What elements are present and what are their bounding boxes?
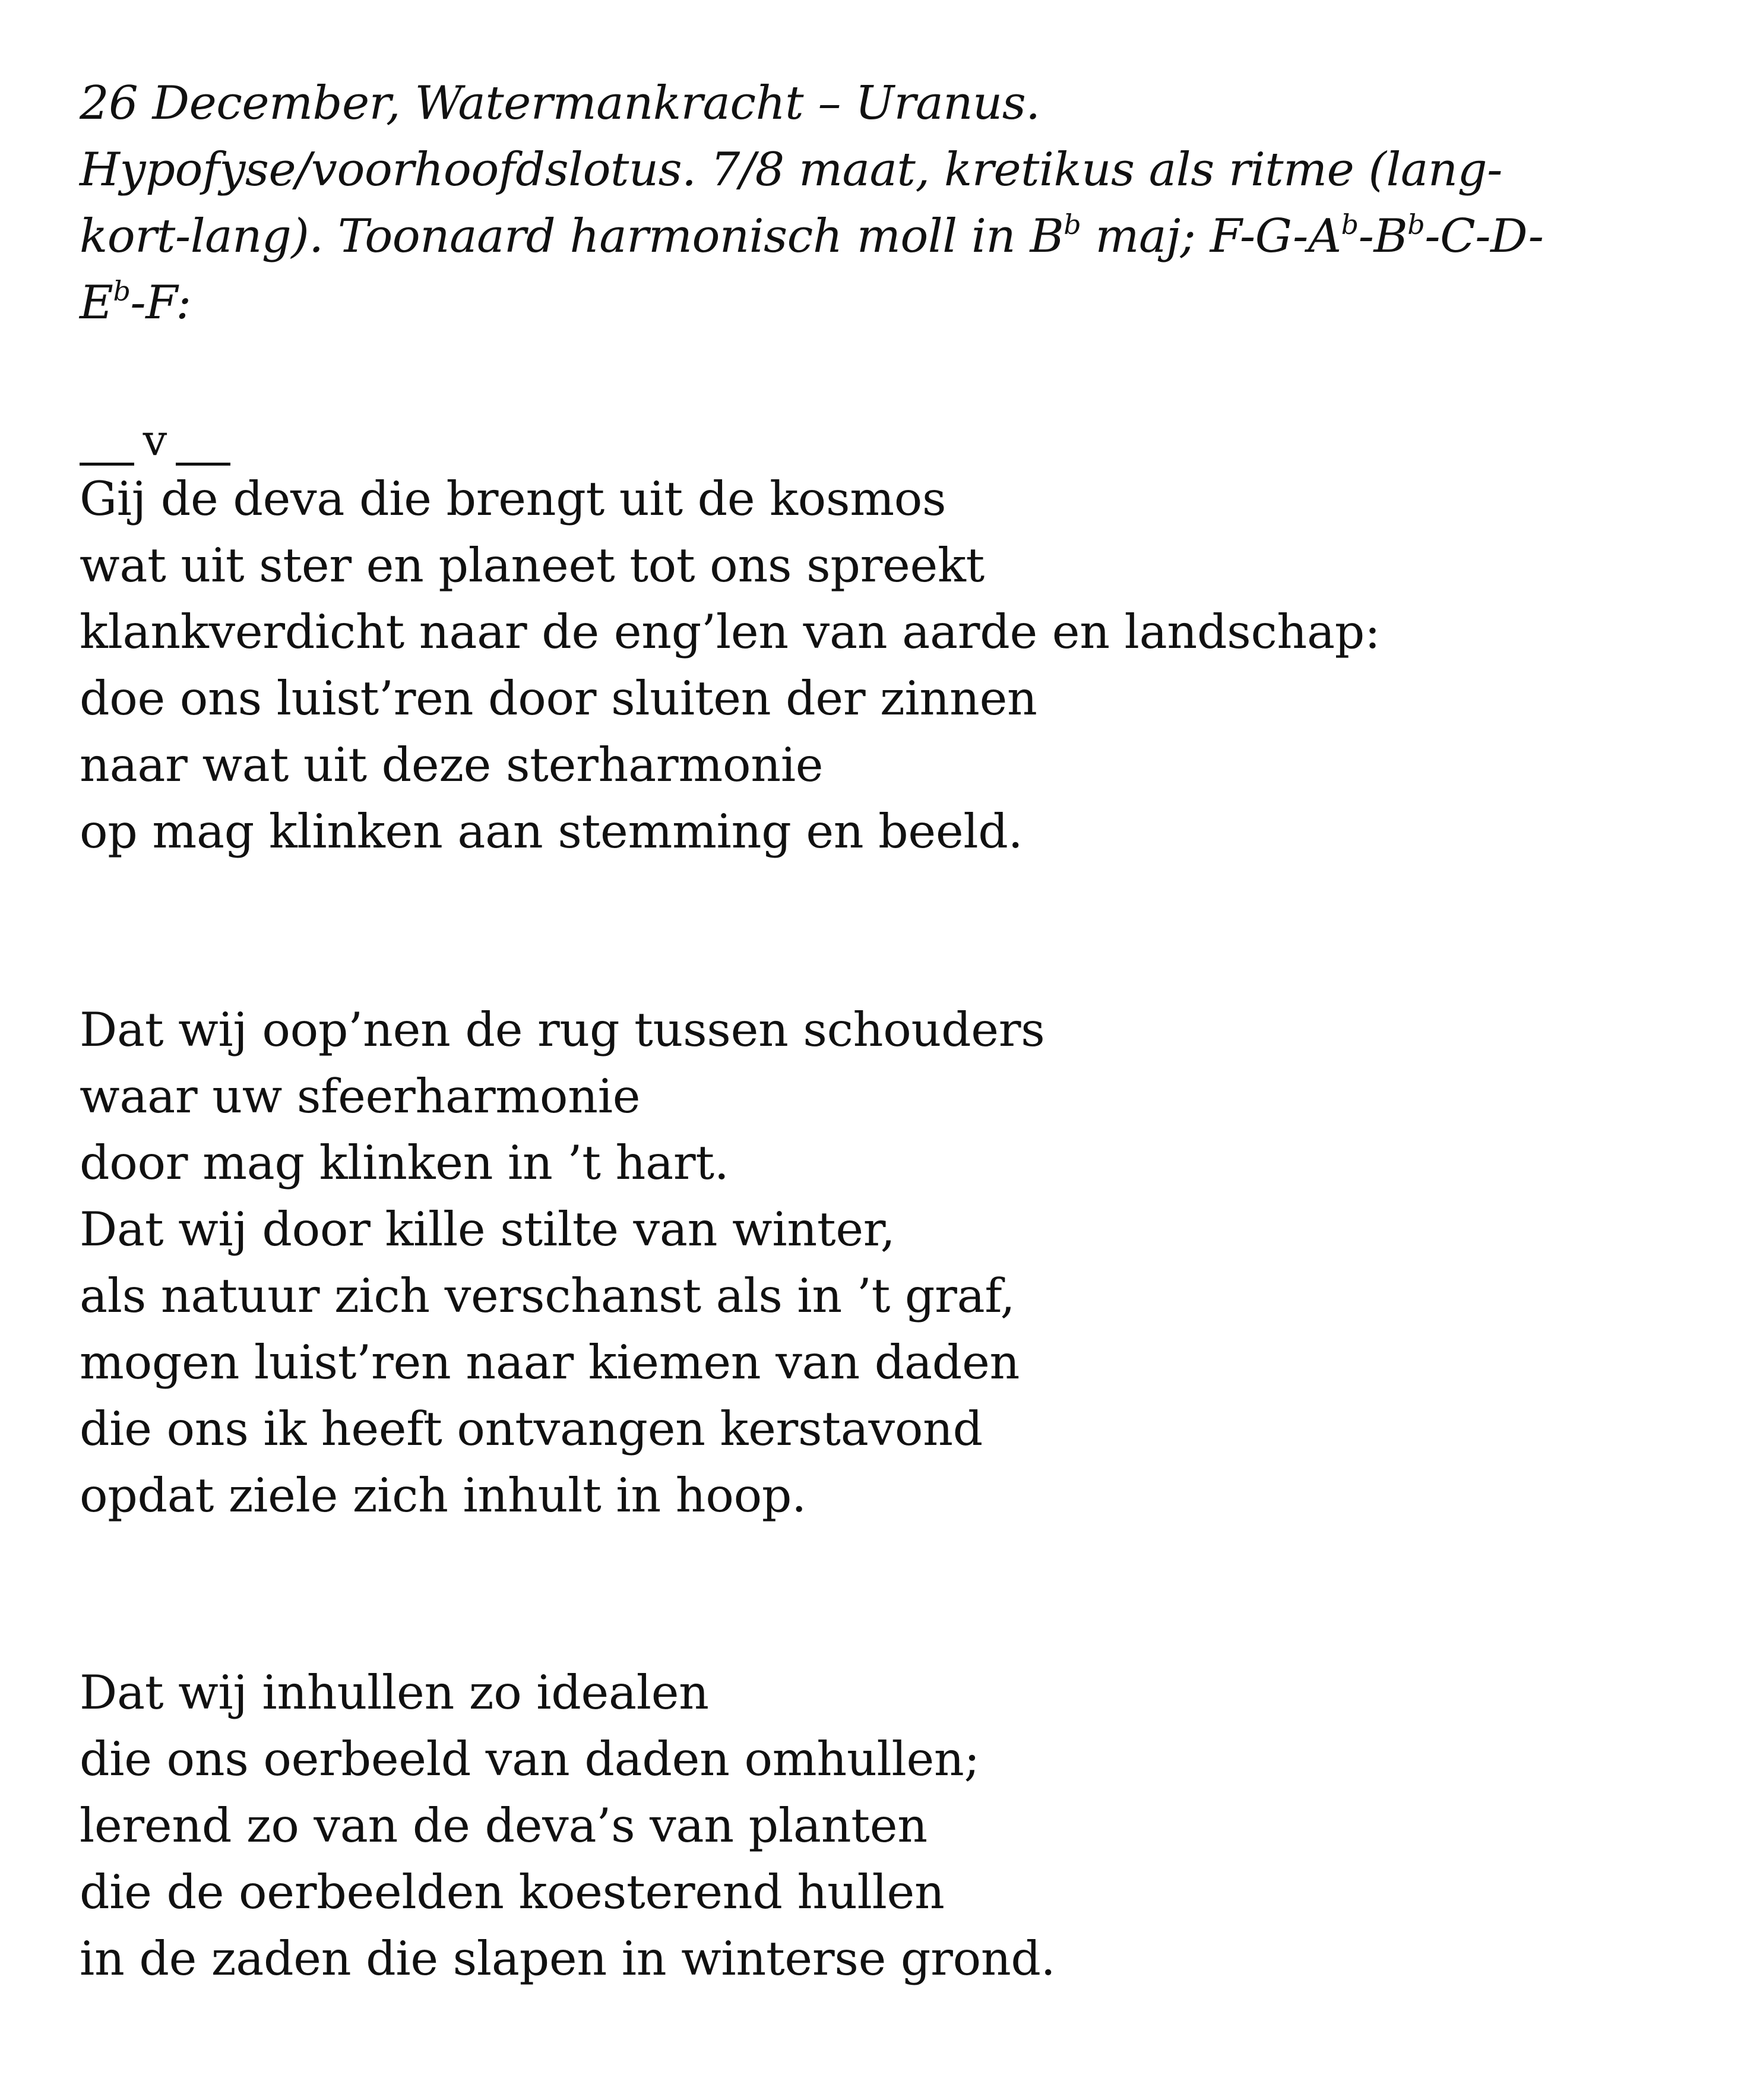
header-key-text-d: -C-D- <box>1425 210 1544 263</box>
header-scale-end-line <box>80 270 1683 336</box>
verse-line: Gij de deva die brengt uit de kosmos <box>80 472 947 526</box>
verse-line: op mag klinken aan stemming en beeld. <box>80 804 1023 859</box>
verse-line: naar wat uit deze sterharmonie <box>80 738 824 792</box>
flat-superscript: b <box>1063 208 1081 241</box>
verse-line: mogen luist’ren naar kiemen van daden <box>80 1335 1020 1390</box>
verse-line: door mag klinken in ’t hart. <box>80 1136 729 1190</box>
verse-line: lerend zo van de deva’s van planten <box>80 1798 928 1853</box>
header-key-text-c: -B <box>1358 210 1408 263</box>
header-scale-text-a: E <box>80 276 113 330</box>
header-key-text-a: kort-lang). Toonaard harmonisch moll in B <box>80 210 1064 263</box>
stanza-1 <box>80 466 1683 865</box>
header-scale-text-b: -F: <box>130 276 191 330</box>
long-syllable-mark <box>80 415 134 466</box>
stanza-3 <box>80 1659 1683 1992</box>
verse-line: klankverdicht naar de eng’len van aarde en landschap: <box>80 605 1381 659</box>
verse-line: opdat ziele zich inhult in hoop. <box>80 1468 806 1523</box>
header-key-line <box>80 203 1683 270</box>
verse-line: Dat wij inhullen zo idealen <box>80 1665 709 1720</box>
flat-superscript: b <box>113 275 131 307</box>
verse-line: die ons ik heeft ontvangen kerstavond <box>80 1402 983 1456</box>
header-key-text-b: maj; F-G-A <box>1081 210 1341 263</box>
flat-superscript: b <box>1407 208 1425 241</box>
verse-line: die ons oerbeeld van daden omhullen; <box>80 1732 980 1786</box>
verse-line: in de zaden die slapen in winterse grond. <box>80 1931 1056 1986</box>
verse-line: waar uw sfeerharmonie <box>80 1069 641 1124</box>
verse-line: Dat wij door kille stilte van winter, <box>80 1202 895 1257</box>
verse-line: doe ons luist’ren door sluiten der zinnen <box>80 671 1037 726</box>
header-date-line: 26 December, Watermankracht – Uranus. <box>80 77 1040 130</box>
poem-header <box>80 70 1683 336</box>
meter-notation <box>80 406 1683 466</box>
verse-line: die de oerbeelden koesterend hullen <box>80 1865 945 1919</box>
stanza-2 <box>80 997 1683 1529</box>
verse-line: wat uit ster en planeet tot ons spreekt <box>80 538 985 593</box>
header-meter-line: Hypofyse/voorhoofdslotus. 7/8 maat, kretikus als ritme (lang- <box>80 143 1502 197</box>
flat-superscript: b <box>1341 208 1359 241</box>
verse-line: als natuur zich verschanst als in ’t graf, <box>80 1269 1015 1323</box>
long-syllable-mark <box>176 415 230 466</box>
poem-page <box>80 70 1683 1992</box>
short-syllable-mark: v <box>143 415 167 465</box>
verse-line: Dat wij oop’nen de rug tussen schouders <box>80 1002 1045 1057</box>
